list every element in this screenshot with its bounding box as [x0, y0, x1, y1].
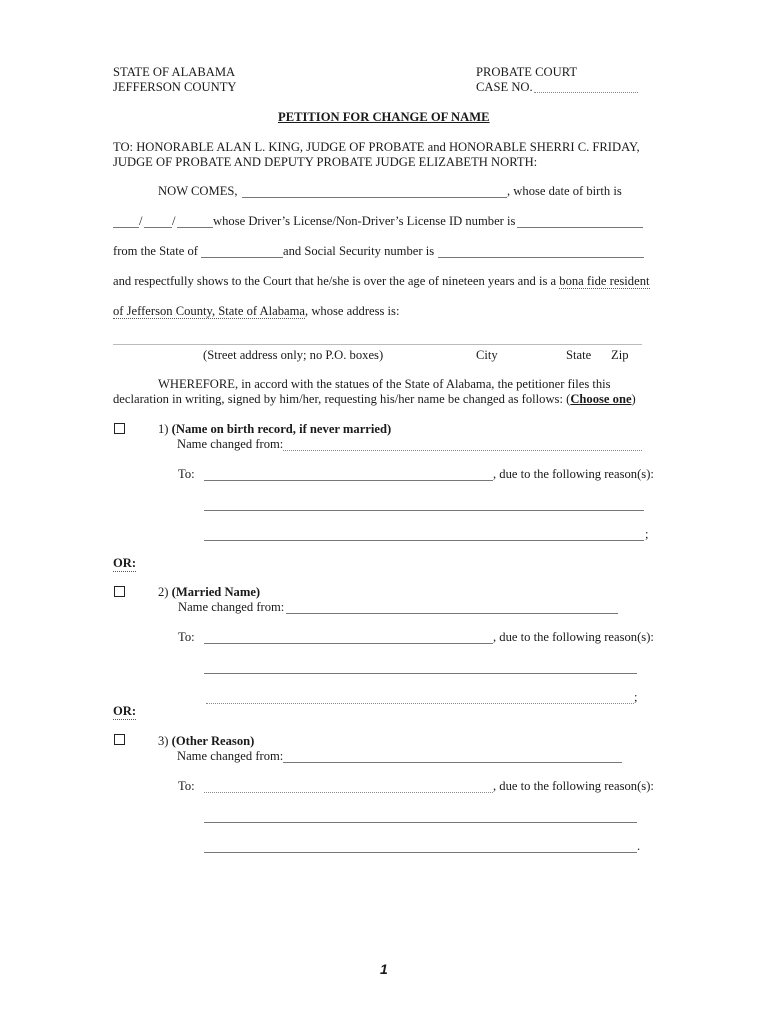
court-label: PROBATE COURT [476, 65, 578, 79]
option-3-from-label: Name changed from: [177, 749, 284, 763]
license-number-field[interactable] [517, 227, 643, 228]
option-1-heading [158, 422, 391, 437]
state-label: STATE OF ALABAMA [113, 65, 236, 79]
option-2-to-field[interactable] [204, 643, 493, 644]
option-2-reason-field-2[interactable] [206, 703, 634, 704]
dob-day-field[interactable] [144, 227, 172, 228]
option-2-to-label: To: [178, 630, 195, 644]
option-2-from-field[interactable] [286, 613, 618, 614]
option-3-checkbox[interactable] [114, 734, 125, 745]
option-1-from-field[interactable] [283, 450, 642, 451]
option-3-end-mark: . [637, 839, 641, 853]
option-2-from-label: Name changed from: [178, 600, 285, 614]
option-3-from-field[interactable] [283, 762, 622, 763]
option-2-reason-label: , due to the following reason(s): [493, 630, 654, 644]
county-residence-text [113, 304, 399, 319]
shows-text [113, 274, 650, 289]
now-comes-label: NOW COMES, [158, 184, 238, 198]
bona-fide-text: bona fide resident [559, 274, 650, 288]
option-1-number: 1) [158, 422, 169, 436]
option-1-reason-field-2[interactable] [204, 540, 644, 541]
dob-year-field[interactable] [177, 227, 213, 228]
option-1-checkbox[interactable] [114, 423, 125, 434]
option-3-reason-field-2[interactable] [204, 852, 637, 853]
ssn-label: and Social Security number is [283, 244, 435, 258]
wherefore-line-1: WHEREFORE, in accord with the statues of the State of Alabama, the petitioner files this [158, 377, 611, 391]
option-1-from-label: Name changed from: [177, 437, 284, 451]
dob-month-field[interactable] [113, 227, 139, 228]
shows-text-main: and respectfully shows to the Court that he/she is over the age of nineteen years and is a [113, 274, 557, 288]
option-1-title: (Name on birth record, if never married) [171, 422, 392, 436]
wherefore-text: declaration in writing, signed by him/her, requesting his/her name be changed as follows: ( [113, 392, 571, 406]
option-3-to-field[interactable] [204, 792, 493, 793]
address-city-caption: City [476, 348, 498, 362]
option-2-number: 2) [158, 585, 169, 599]
address-state-caption: State [566, 348, 592, 362]
addressee-line-2: JUDGE OF PROBATE AND DEPUTY PROBATE JUDGE ELIZABETH NORTH: [113, 155, 538, 169]
address-suffix: , whose address is: [305, 304, 400, 318]
ssn-field[interactable] [438, 257, 644, 258]
address-field[interactable] [113, 344, 642, 345]
license-state-field[interactable] [201, 257, 283, 258]
option-1-to-field[interactable] [204, 480, 493, 481]
option-3-reason-field-1[interactable] [204, 822, 637, 823]
option-1-end-mark: ; [645, 527, 649, 541]
page-number: 1 [380, 961, 388, 977]
option-2-checkbox[interactable] [114, 586, 125, 597]
case-no-field[interactable] [534, 92, 638, 93]
wherefore-line-2 [113, 392, 636, 407]
or-separator-2: OR: [113, 704, 137, 718]
dob-slash-2: / [172, 214, 176, 228]
option-2-heading [158, 585, 260, 600]
address-zip-caption: Zip [611, 348, 629, 362]
page-title: PETITION FOR CHANGE OF NAME [278, 110, 490, 124]
petitioner-name-field[interactable] [242, 197, 507, 198]
choose-one-text: Choose one [570, 392, 632, 406]
county-label: JEFFERSON COUNTY [113, 80, 237, 94]
license-state-label: from the State of [113, 244, 198, 258]
close-paren: ) [631, 392, 636, 406]
license-label: whose Driver’s License/Non-Driver’s License ID number is [213, 214, 516, 228]
option-3-heading [158, 734, 254, 749]
of-county-text: of Jefferson County, State of Alabama [113, 304, 306, 318]
dob-slash-1: / [139, 214, 143, 228]
option-1-to-label: To: [178, 467, 195, 481]
case-no-label: CASE NO. [476, 80, 533, 94]
option-3-title: (Other Reason) [171, 734, 255, 748]
option-2-title: (Married Name) [171, 585, 261, 599]
option-1-reason-label: , due to the following reason(s): [493, 467, 654, 481]
option-1-reason-field-1[interactable] [204, 510, 644, 511]
dob-label: , whose date of birth is [507, 184, 622, 198]
option-3-to-label: To: [178, 779, 195, 793]
or-separator-1: OR: [113, 556, 137, 570]
address-street-caption: (Street address only; no P.O. boxes) [203, 348, 384, 362]
option-2-reason-field-1[interactable] [204, 673, 637, 674]
option-3-reason-label: , due to the following reason(s): [493, 779, 654, 793]
option-3-number: 3) [158, 734, 169, 748]
option-2-end-mark: ; [634, 690, 638, 704]
addressee-line-1: TO: HONORABLE ALAN L. KING, JUDGE OF PROBATE and HONORABLE SHERRI C. FRIDAY, [113, 140, 640, 154]
